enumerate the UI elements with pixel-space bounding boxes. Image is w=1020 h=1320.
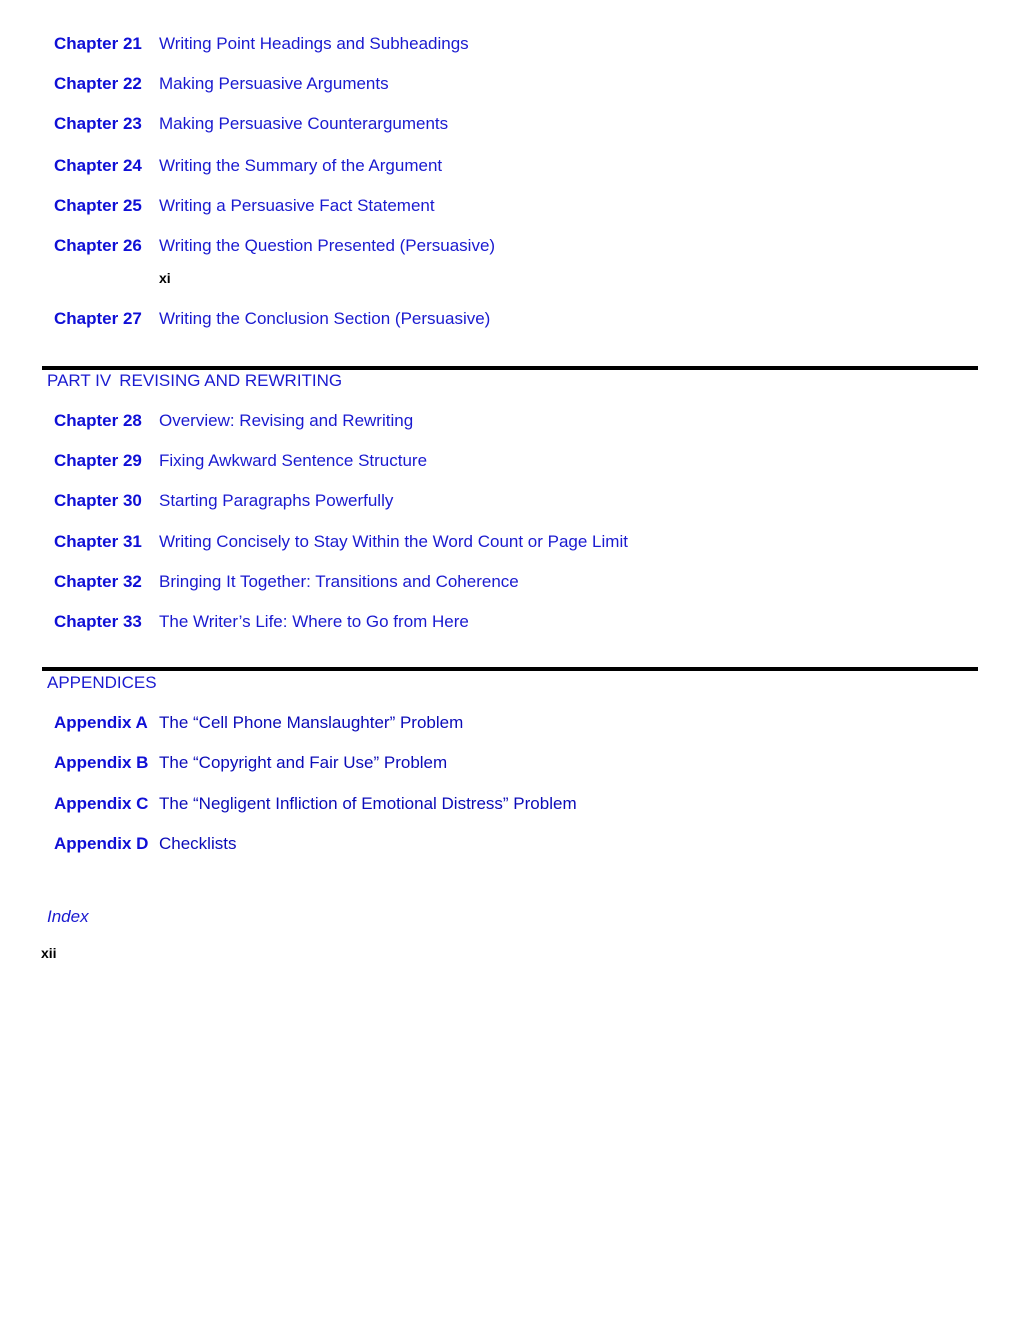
chapter-number: Chapter 21 xyxy=(54,34,142,53)
toc-entry-chapter-25[interactable] xyxy=(54,194,435,218)
chapter-number: Chapter 27 xyxy=(54,309,142,328)
section-divider xyxy=(42,667,978,671)
toc-entry-chapter-29[interactable] xyxy=(54,449,427,473)
chapter-number: Chapter 32 xyxy=(54,572,142,591)
chapter-number: Chapter 22 xyxy=(54,74,142,93)
toc-entry-chapter-27[interactable] xyxy=(54,307,490,331)
appendix-letter: Appendix D xyxy=(54,834,149,853)
chapter-title: Writing a Persuasive Fact Statement xyxy=(159,196,435,215)
chapter-number: Chapter 33 xyxy=(54,612,142,631)
toc-entry-chapter-22[interactable] xyxy=(54,72,389,96)
appendix-title: The “Copyright and Fair Use” Problem xyxy=(159,753,448,772)
chapter-number: Chapter 25 xyxy=(54,196,142,215)
appendix-title: The “Negligent Infliction of Emotional Distress” Problem xyxy=(159,794,577,813)
toc-entry-chapter-26[interactable] xyxy=(54,234,495,258)
chapter-number: Chapter 31 xyxy=(54,532,142,551)
chapter-title: Starting Paragraphs Powerfully xyxy=(159,491,394,510)
page-number: xi xyxy=(159,270,171,286)
toc-entry-chapter-31[interactable] xyxy=(54,530,628,554)
chapter-title: Writing the Question Presented (Persuasive) xyxy=(159,236,496,255)
page-number: xii xyxy=(41,945,57,961)
chapter-title: Making Persuasive Counterarguments xyxy=(159,114,449,133)
index-link[interactable]: Index xyxy=(47,907,89,926)
chapter-number: Chapter 29 xyxy=(54,451,142,470)
appendix-letter: Appendix C xyxy=(54,794,149,813)
toc-entry-chapter-23[interactable] xyxy=(54,112,448,136)
part-heading-revising[interactable] xyxy=(47,371,342,391)
chapter-title: Bringing It Together: Transitions and Coherence xyxy=(159,572,519,591)
chapter-title: Making Persuasive Arguments xyxy=(159,74,389,93)
chapter-title: Writing the Summary of the Argument xyxy=(159,156,443,175)
section-divider xyxy=(42,366,978,370)
toc-entry-appendix-a[interactable] xyxy=(54,711,463,735)
toc-entry-chapter-33[interactable] xyxy=(54,610,469,634)
chapter-number: Chapter 23 xyxy=(54,114,142,133)
chapter-number: Chapter 30 xyxy=(54,491,142,510)
toc-entry-chapter-30[interactable] xyxy=(54,489,393,513)
chapter-title: Fixing Awkward Sentence Structure xyxy=(159,451,428,470)
appendix-title: Checklists xyxy=(159,834,237,853)
chapter-number: Chapter 26 xyxy=(54,236,142,255)
appendices-heading[interactable]: APPENDICES xyxy=(47,673,157,692)
toc-entry-chapter-28[interactable] xyxy=(54,409,413,433)
toc-entry-chapter-32[interactable] xyxy=(54,570,519,594)
appendix-letter: Appendix B xyxy=(54,753,149,772)
part-title: REVISING AND REWRITING xyxy=(119,371,343,390)
chapter-title: Overview: Revising and Rewriting xyxy=(159,411,414,430)
chapter-number: Chapter 28 xyxy=(54,411,142,430)
chapter-number: Chapter 24 xyxy=(54,156,142,175)
toc-entry-chapter-24[interactable] xyxy=(54,154,442,178)
toc-entry-chapter-21[interactable] xyxy=(54,32,469,56)
toc-entry-appendix-b[interactable] xyxy=(54,751,447,775)
appendix-title: The “Cell Phone Manslaughter” Problem xyxy=(159,713,464,732)
chapter-title: Writing Point Headings and Subheadings xyxy=(159,34,469,53)
chapter-title: Writing the Conclusion Section (Persuasive) xyxy=(159,309,491,328)
toc-entry-appendix-c[interactable] xyxy=(54,792,577,816)
toc-entry-appendix-d[interactable] xyxy=(54,832,236,856)
appendix-letter: Appendix A xyxy=(54,713,148,732)
chapter-title: The Writer’s Life: Where to Go from Here xyxy=(159,612,469,631)
part-label: PART IV xyxy=(47,371,112,390)
chapter-title: Writing Concisely to Stay Within the Word Count or Page Limit xyxy=(159,532,628,551)
